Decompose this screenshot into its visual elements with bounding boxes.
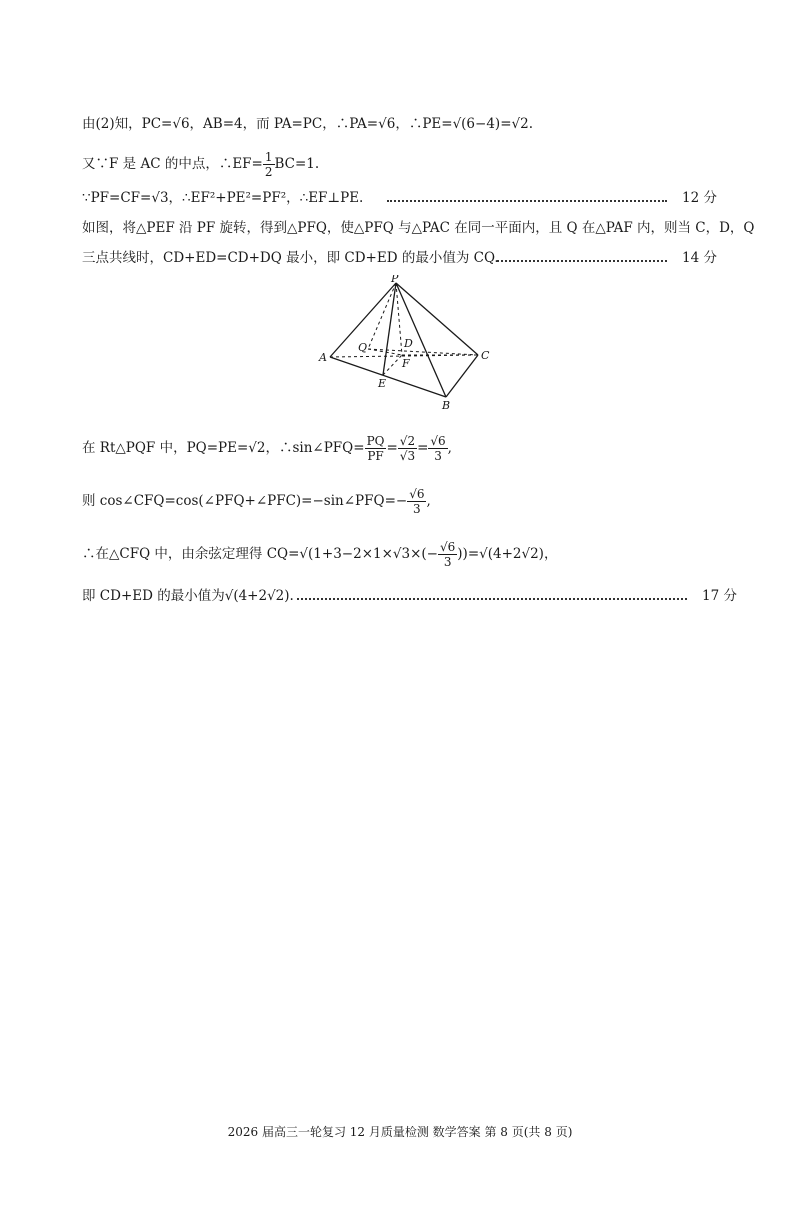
line-text: ,: [426, 493, 431, 509]
label-F: F: [402, 357, 410, 370]
fraction-denominator: 3: [434, 449, 442, 463]
score-points: 14 分: [682, 250, 717, 266]
line-text: ∵PF=CF=√3，∴EF²+PE²=PF²，∴EF⊥PE.: [82, 190, 364, 206]
fraction-root6-3: [407, 487, 426, 516]
equals-sign: =: [417, 440, 429, 456]
edge-BC: [446, 355, 478, 397]
label-B: B: [442, 399, 451, 412]
solution-line-1: [82, 115, 533, 133]
fraction-numerator: √6: [430, 434, 446, 448]
edge-PE: [383, 283, 396, 375]
fraction-numerator: √2: [399, 434, 416, 448]
segment-QF: [368, 349, 402, 355]
solution-line-5: [82, 249, 718, 267]
solution-line-4: [82, 219, 755, 237]
solution-line-2: [82, 150, 319, 179]
label-Q: Q: [358, 341, 368, 354]
score-leader-dots: [497, 260, 667, 262]
label-E: E: [378, 377, 387, 390]
fraction-root2-root3: [398, 434, 417, 463]
fraction-numerator: 1: [264, 150, 273, 164]
label-A: A: [319, 351, 327, 364]
solution-line-6: [82, 434, 452, 463]
fraction-denominator: 3: [443, 555, 452, 569]
edge-AB: [330, 357, 446, 397]
score-points: 17 分: [702, 588, 737, 604]
fraction-denominator: 2: [264, 165, 273, 179]
pyramid-figure: [318, 275, 498, 415]
fraction-PQ-PF: [365, 434, 387, 463]
solution-line-9: [82, 587, 738, 605]
line-text: 则 cos∠CFQ=cos(∠PFQ+∠PFC)=−sin∠PFQ=−: [82, 493, 408, 509]
fraction-denominator: 3: [413, 502, 421, 516]
fraction-root6-3: [438, 540, 457, 569]
line-text: BC=1.: [274, 156, 320, 172]
line-text: ∴在△CFQ 中，由余弦定理得 CQ=√(1+3−2×1×√3×(−: [82, 546, 438, 562]
line-text: 在 Rt△PQF 中，PQ=PE=√2，∴sin∠PFQ=: [82, 440, 365, 456]
fraction-denominator: √3: [399, 449, 416, 463]
page-footer: 2026 届高三一轮复习 12 月质量检测 数学答案 第 8 页(共 8 页): [227, 1125, 573, 1139]
fraction-root6-3: [428, 434, 447, 463]
solution-line-7: [82, 487, 431, 516]
line-text: 三点共线时，CD+ED=CD+DQ 最小，即 CD+ED 的最小值为 CQ.: [82, 250, 499, 266]
label-D: D: [404, 337, 413, 350]
fraction-denominator: PF: [367, 449, 384, 463]
fraction-one-half: [263, 150, 275, 179]
fraction-numerator: PQ: [366, 434, 385, 448]
line-text: ,: [447, 440, 452, 456]
line-text: 如图，将△PEF 沿 PF 旋转，得到△PFQ，使△PFQ 与△PAC 在同一平面内，且 Q 在△PAF 内，则当 C，D，Q: [82, 220, 755, 236]
segment-QC: [368, 349, 478, 355]
fraction-numerator: √6: [409, 487, 425, 501]
line-text: 即 CD+ED 的最小值为√(4+2√2).: [82, 588, 294, 604]
score-leader-dots: [387, 200, 667, 202]
solution-line-8: [82, 540, 557, 569]
line-text: 又∵F 是 AC 的中点，∴EF=: [82, 156, 263, 172]
line-text: ))=√(4+2√2)，: [457, 546, 558, 562]
line-text: 由(2)知，PC=√6，AB=4，而 PA=PC，∴PA=√6，∴PE=√(6−4)=√2.: [82, 116, 533, 132]
score-leader-dots: [297, 598, 687, 600]
solution-line-3: [82, 189, 718, 207]
label-P: P: [391, 275, 399, 285]
score-points: 12 分: [682, 190, 717, 206]
label-C: C: [481, 349, 490, 362]
equals-sign: =: [386, 440, 398, 456]
fraction-numerator: √6: [440, 540, 456, 554]
